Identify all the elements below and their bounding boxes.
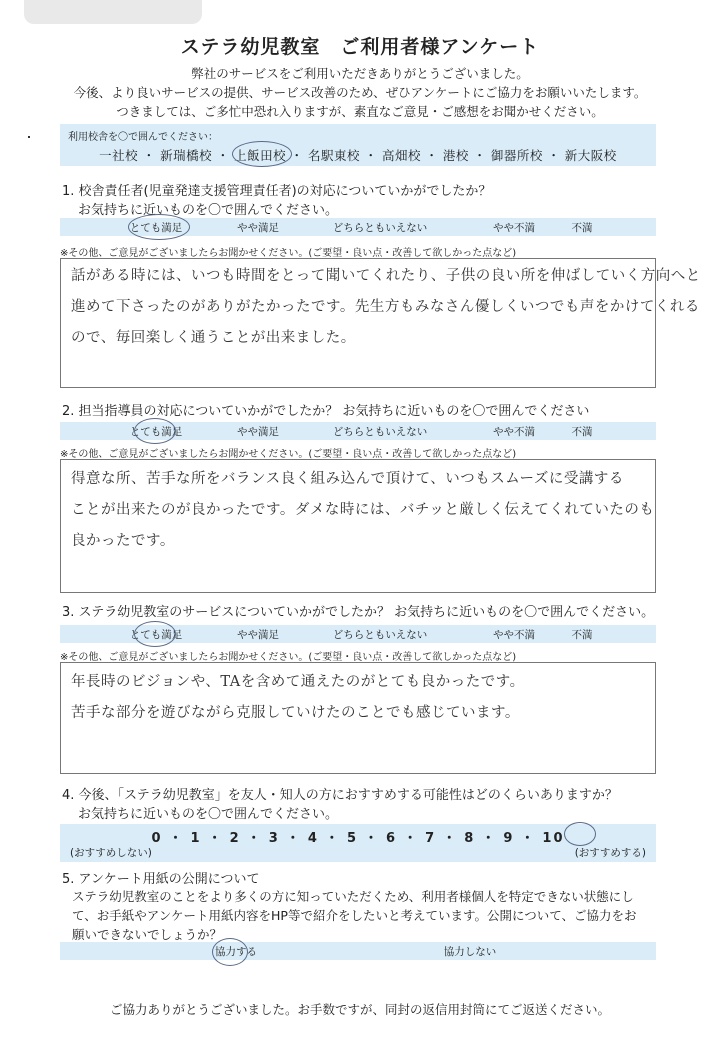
footer-message: ご協力ありがとうございました。お手数ですが、同封の返信用封筒にてご返送ください。 xyxy=(109,1002,610,1017)
rating-option[interactable]: やや不満 xyxy=(493,629,535,641)
scan-tab-shade xyxy=(24,0,202,24)
answer-2-line-1: 得意な所、苦手な所をバランス良く組み込んで頂けて、いつもスムーズに受講する xyxy=(71,471,624,487)
question-2 xyxy=(62,400,589,419)
recommend-selection-circle xyxy=(564,822,596,846)
school-list[interactable]: 一社校 ・ 新瑞橋校 ・ 上飯田校 ・ 名駅東校 ・ 高畑校 ・ 港校 ・ 御器所校 ・ 新大阪校 xyxy=(99,148,617,163)
answer-3-line-2: 苦手な部分を遊びながら克服していけたのことでも感じています。 xyxy=(71,705,520,721)
consent-text-line-3: 願いできないでしょうか？ xyxy=(72,927,223,942)
answer-box-3[interactable] xyxy=(60,662,656,774)
rating-option[interactable]: やや満足 xyxy=(237,426,279,438)
answer-1-line-3: ので、毎回楽しく通うことが出来ました。 xyxy=(71,330,356,346)
school-selection-circle xyxy=(232,141,292,167)
intro-line-1: 弊社のサービスをご利用いただきありがとうございました。 xyxy=(191,66,529,81)
school-select-box xyxy=(60,124,656,166)
rating-option[interactable]: やや不満 xyxy=(493,222,535,234)
answer-1-line-1: 話がある時には、いつも時間をとって聞いてくれたり、子供の良い所を伸ばしていく方向へと xyxy=(71,268,701,284)
scan-speck xyxy=(28,136,30,138)
rating-option[interactable]: やや満足 xyxy=(237,222,279,234)
recommend-low-label: (おすすめしない) xyxy=(70,847,152,859)
answer-box-1[interactable] xyxy=(60,258,701,388)
question-1-text: 1. 校舎責任者(児童発達支援管理責任者)の対応についていかがでしたか？ xyxy=(62,184,492,199)
rating-option[interactable]: 不満 xyxy=(571,426,593,438)
page-title: ステラ幼児教室 ご利用者様アンケート xyxy=(180,36,540,58)
question-1 xyxy=(62,180,491,218)
rating-3-selection-circle xyxy=(134,621,176,647)
question-3-text: 3. ステラ幼児教室のサービスについていかがでしたか？ お気持ちに近いものを〇で囲んでください。 xyxy=(62,605,655,620)
rating-option[interactable]: とても満足 xyxy=(129,222,183,234)
answer-3-line-1: 年長時のビジョンや、TAを含めて通えたのがとても良かったです。 xyxy=(71,674,525,690)
consent-selection-circle xyxy=(212,938,248,966)
consent-disagree-option[interactable]: 協力しない xyxy=(443,946,497,958)
rating-option[interactable]: とても満足 xyxy=(129,426,183,438)
comment-prompt-1: ※その他、ご意見がございましたらお聞かせください。(ご要望・良い点・改善して欲しかった点など) xyxy=(60,248,517,259)
question-2-text: 2. 担当指導員の対応についていかがでしたか？ お気持ちに近いものを〇で囲んでください xyxy=(62,404,590,419)
intro-line-2: 今後、より良いサービスの提供、サービス改善のため、ぜひアンケートにご協力をお願いいたします。 xyxy=(73,85,647,100)
rating-option[interactable]: やや不満 xyxy=(493,426,535,438)
comment-prompt-3: ※その他、ご意見がございましたらお聞かせください。(ご要望・良い点・改善して欲しかった点など) xyxy=(60,652,517,663)
answer-1-line-2: 進めて下さったのがありがたかったです。先生方もみなさん優しくいつでも声をかけてくれる xyxy=(71,299,700,315)
comment-prompt-2: ※その他、ご意見がございましたらお聞かせください。(ご要望・良い点・改善して欲しかった点など) xyxy=(60,449,517,460)
consent-text-line-2: て、お手紙やアンケート用紙内容をHP等で紹介をしたいと考えています。公開について、ご協力をお xyxy=(72,908,637,923)
rating-option[interactable]: どちらともいえない xyxy=(332,426,428,438)
rating-option[interactable]: やや満足 xyxy=(237,629,279,641)
question-5 xyxy=(62,868,260,887)
answer-box-2[interactable] xyxy=(60,459,656,593)
answer-2-line-2: ことが出来たのが良かったです。ダメな時には、バチッと厳しく伝えてくれていたのも xyxy=(71,502,655,518)
consent-text-line-1: ステラ幼児教室のことをより多くの方に知っていただくため、利用者様個人を特定できない状態にし xyxy=(72,889,634,904)
rating-option[interactable]: とても満足 xyxy=(129,629,183,641)
answer-2-line-3: 良かったです。 xyxy=(71,533,175,549)
question-4-sub: お気持ちに近いものを〇で囲んでください。 xyxy=(78,807,339,822)
rating-option[interactable]: 不満 xyxy=(571,222,593,234)
rating-option[interactable]: 不満 xyxy=(571,629,593,641)
question-4-text: 4. 今後、「ステラ幼児教室」を友人・知人の方におすすめする可能性はどのくらいありますか？ xyxy=(62,788,618,803)
question-3 xyxy=(62,601,654,620)
intro-line-3: つきましては、ご多忙中恐れ入りますが、素直なご意見・ご感想をお聞かせください。 xyxy=(116,104,604,119)
school-prompt: 利用校舎を〇で囲んでください： xyxy=(68,132,218,143)
recommend-high-label: (おすすめする) xyxy=(574,847,646,859)
question-4 xyxy=(62,784,618,822)
rating-1-selection-circle xyxy=(128,214,190,240)
question-1-sub: お気持ちに近いものを〇で囲んでください。 xyxy=(78,203,339,218)
rating-2-selection-circle xyxy=(134,418,176,444)
consent-options[interactable] xyxy=(60,942,656,960)
rating-option[interactable]: どちらともいえない xyxy=(332,222,428,234)
consent-agree-option[interactable]: 協力する xyxy=(215,946,257,958)
rating-option[interactable]: どちらともいえない xyxy=(332,629,428,641)
recommend-scale-numbers[interactable]: 0 ・ 1 ・ 2 ・ 3 ・ 4 ・ 5 ・ 6 ・ 7 ・ 8 ・ 9 ・ 10 xyxy=(151,831,565,846)
question-5-text: 5. アンケート用紙の公開について xyxy=(62,872,260,887)
